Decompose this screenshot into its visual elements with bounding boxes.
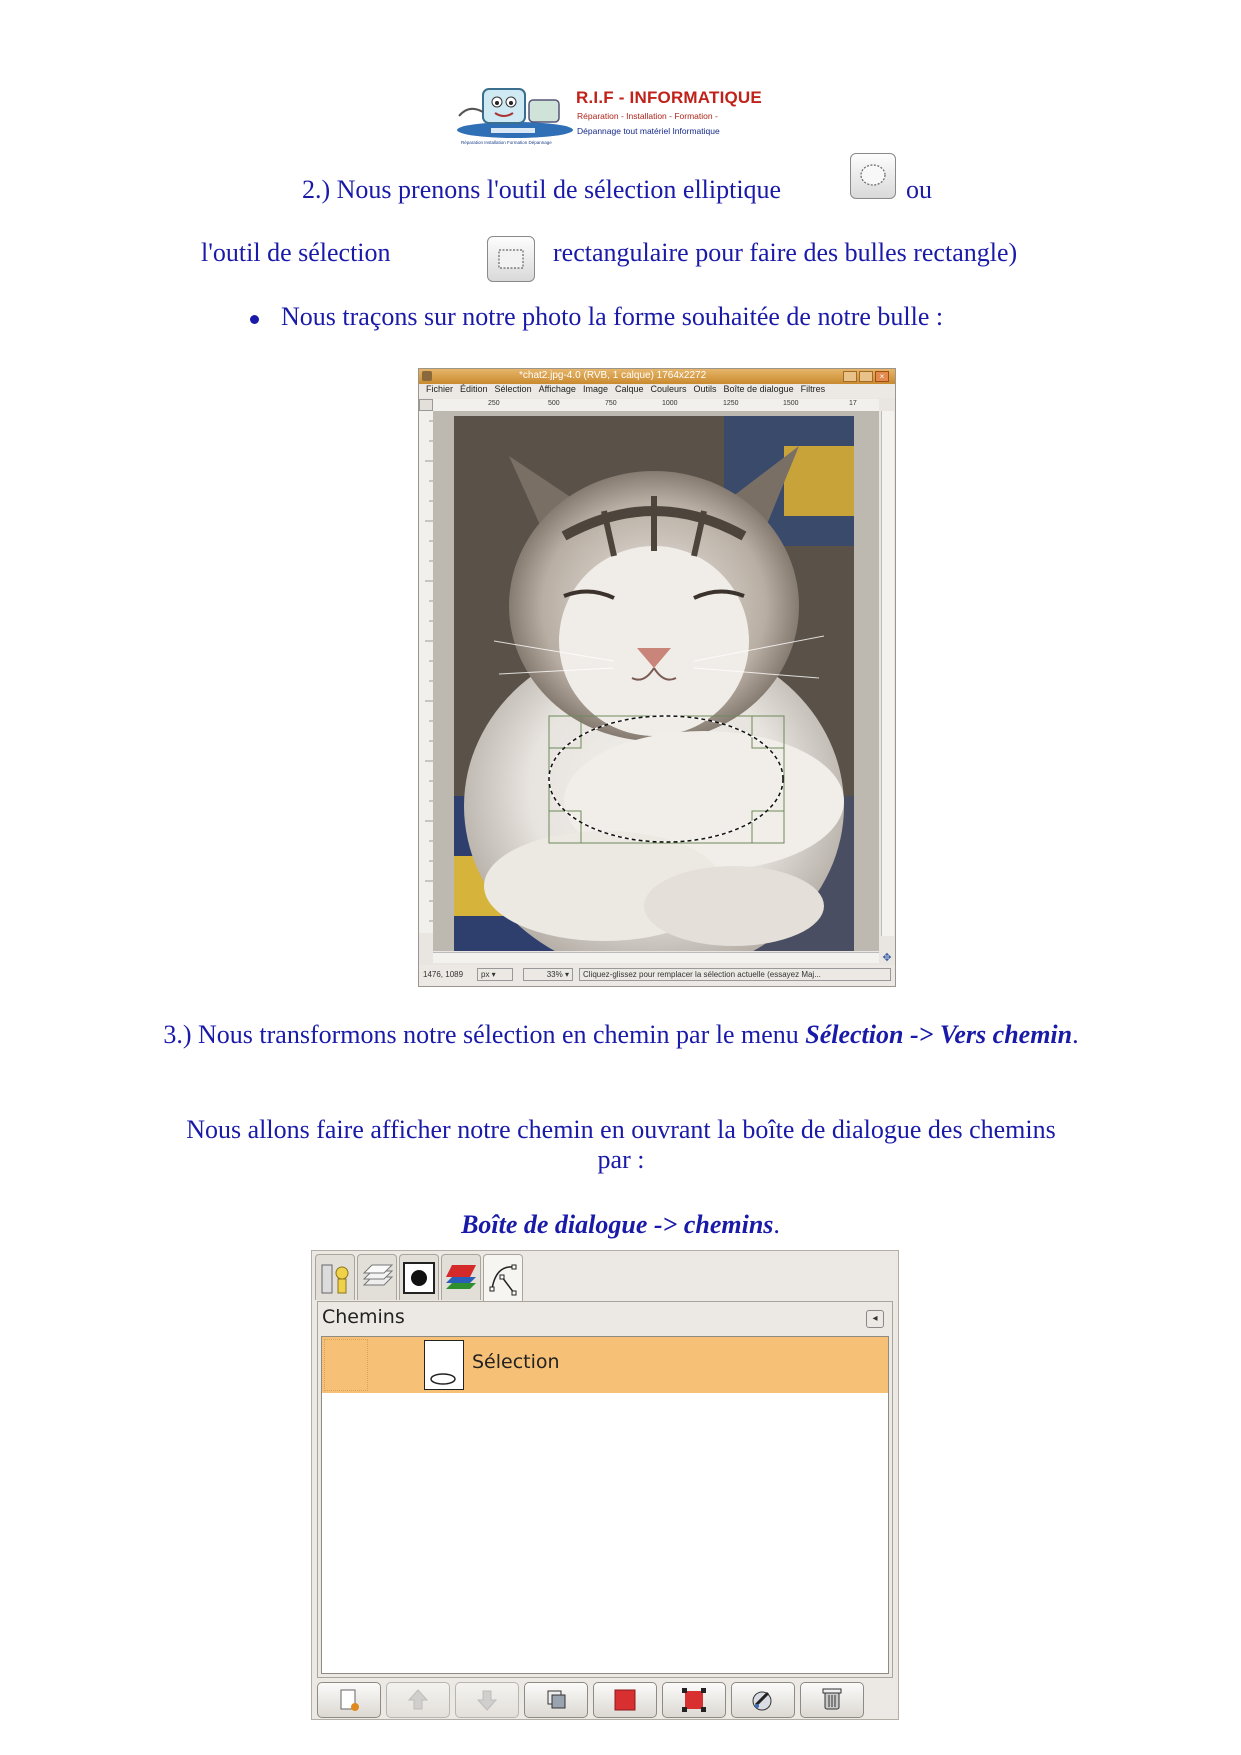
status-message: Cliquez-glissez pour remplacer la sélection actuelle (essayez Maj... — [579, 968, 891, 981]
gimp-window-screenshot — [418, 368, 896, 987]
list-item[interactable] — [322, 1337, 888, 1393]
gimp-menu-item[interactable]: Sélection — [494, 384, 532, 394]
cat-photo-image — [454, 416, 854, 951]
close-icon: × — [875, 371, 889, 382]
gimp-vertical-ruler — [419, 411, 434, 933]
logo-graphic-icon — [455, 86, 585, 146]
visibility-toggle[interactable] — [324, 1339, 368, 1391]
gimp-menu-item[interactable]: Filtres — [800, 384, 826, 394]
logo-subtitle-2: Dépannage tout matériel Informatique — [577, 126, 720, 136]
logo-title: R.I.F - INFORMATIQUE — [576, 88, 762, 107]
paths-dialog-screenshot — [311, 1250, 899, 1720]
paths-icon — [484, 1255, 522, 1303]
gimp-app-icon — [422, 371, 432, 381]
display-menu-line — [0, 1210, 1241, 1240]
paths-panel — [317, 1301, 893, 1678]
tab-tool-options[interactable] — [315, 1254, 355, 1300]
step2-or: ou — [906, 175, 932, 204]
gimp-menubar — [419, 384, 895, 398]
ellipse-path-icon — [425, 1341, 463, 1389]
cat-photo — [454, 416, 854, 951]
tab-channels[interactable] — [399, 1254, 439, 1300]
unit-value: px — [481, 970, 490, 979]
gimp-menu-item[interactable]: Édition — [460, 384, 488, 394]
ellipse-select-icon — [851, 154, 895, 198]
selection-to-path-icon — [663, 1683, 725, 1717]
zoom-value: 33% — [546, 970, 563, 979]
ruler-tick-label: 1500 — [783, 400, 799, 407]
ruler-tick-label: 1000 — [662, 400, 678, 407]
minimize-icon — [843, 371, 857, 382]
vertical-ruler-ticks — [419, 411, 433, 933]
gimp-menu-item[interactable]: Affichage — [538, 384, 576, 394]
raise-path-button[interactable] — [386, 1682, 450, 1718]
tab-colormap[interactable] — [441, 1254, 481, 1300]
path-thumbnail — [424, 1340, 464, 1390]
rect-select-tool-button — [487, 236, 535, 282]
ruler-tick-label: 500 — [548, 400, 560, 407]
duplicate-icon — [525, 1683, 587, 1717]
gimp-horizontal-scrollbar — [433, 952, 879, 963]
step3-paragraph — [140, 1020, 1102, 1050]
step3-menu-path: Sélection -> Vers chemin — [805, 1020, 1073, 1049]
rect-select-icon — [488, 237, 534, 281]
panel-menu-button[interactable] — [866, 1310, 884, 1328]
delete-path-button[interactable] — [800, 1682, 864, 1718]
logo-subtitle-1: Réparation - Installation - Formation - — [577, 111, 718, 121]
gimp-menu-item[interactable]: Image — [582, 384, 608, 394]
selection-to-path-button[interactable] — [662, 1682, 726, 1718]
path-to-selection-button[interactable] — [593, 1682, 657, 1718]
step2-line1-text: 2.) Nous prenons l'outil de sélection elliptique — [302, 175, 782, 204]
logo-tagline: Réparation Installation Formation Dépannage — [461, 140, 552, 145]
channels-icon — [400, 1255, 438, 1299]
tool-options-icon — [316, 1255, 354, 1299]
step3-text: 3.) Nous transformons notre sélection en chemin par le menu — [163, 1020, 806, 1049]
bullet-text: Nous traçons sur notre photo la forme souhaitée de notre bulle : — [281, 302, 944, 331]
gimp-titlebar — [419, 369, 895, 384]
gimp-menu-item[interactable]: Fichier — [426, 384, 454, 394]
paths-list — [321, 1336, 889, 1674]
path-to-selection-icon — [594, 1683, 656, 1717]
ruler-corner-icon — [419, 399, 433, 411]
gimp-vertical-scrollbar — [881, 411, 894, 936]
gimp-menu-item[interactable]: Calque — [614, 384, 644, 394]
layers-icon — [358, 1255, 396, 1299]
lower-path-button[interactable] — [455, 1682, 519, 1718]
step2-line2-start: l'outil de sélection — [201, 238, 391, 267]
display-menu-path: Boîte de dialogue -> chemins — [461, 1210, 774, 1239]
unit-select: px ▾ — [477, 968, 513, 981]
bullet-item — [250, 302, 943, 332]
paint-along-path-button[interactable] — [731, 1682, 795, 1718]
gimp-window-title: *chat2.jpg-4.0 (RVB, 1 calque) 1764x2272 — [519, 370, 707, 381]
duplicate-path-button[interactable] — [524, 1682, 588, 1718]
triangle-left-icon: ◂ — [872, 1313, 878, 1324]
gimp-statusbar — [419, 965, 895, 986]
navigate-icon: ✥ — [882, 952, 892, 964]
zoom-select: 33% ▾ — [523, 968, 573, 981]
gimp-menu-item[interactable]: Couleurs — [650, 384, 687, 394]
gimp-menu-item[interactable]: Outils — [693, 384, 717, 394]
new-path-icon — [318, 1683, 380, 1717]
tab-paths[interactable] — [483, 1254, 523, 1304]
bullet-dot — [250, 315, 259, 324]
paint-along-path-icon — [732, 1683, 794, 1717]
step2-line1 — [302, 175, 781, 205]
pointer-coords: 1476, 1089 — [423, 970, 464, 979]
paths-panel-title: Chemins — [322, 1306, 405, 1328]
step3-text-end: . — [1072, 1020, 1079, 1049]
paths-buttons — [317, 1682, 893, 1718]
step2-line2-end: rectangulaire pour faire des bulles rectangle) — [553, 238, 1018, 267]
gimp-menu-item[interactable]: Boîte de dialogue — [723, 384, 794, 394]
ruler-tick-label: 250 — [488, 400, 500, 407]
arrow-down-icon — [456, 1683, 518, 1717]
ruler-tick-label: 750 — [605, 400, 617, 407]
ellipse-select-tool-button — [850, 153, 896, 199]
trash-icon — [801, 1683, 863, 1717]
maximize-icon — [859, 371, 873, 382]
display-menu-end: . — [773, 1210, 780, 1239]
new-path-button[interactable] — [317, 1682, 381, 1718]
ruler-tick-label: 17 — [849, 400, 857, 407]
ruler-tick-label: 1250 — [723, 400, 739, 407]
display-paragraph: Nous allons faire afficher notre chemin en ouvrant la boîte de dialogue des chemins par : — [186, 1115, 1056, 1174]
arrow-up-icon — [387, 1683, 449, 1717]
tab-layers[interactable] — [357, 1254, 397, 1300]
path-name: Sélection — [472, 1351, 560, 1373]
colormap-icon — [442, 1255, 480, 1299]
